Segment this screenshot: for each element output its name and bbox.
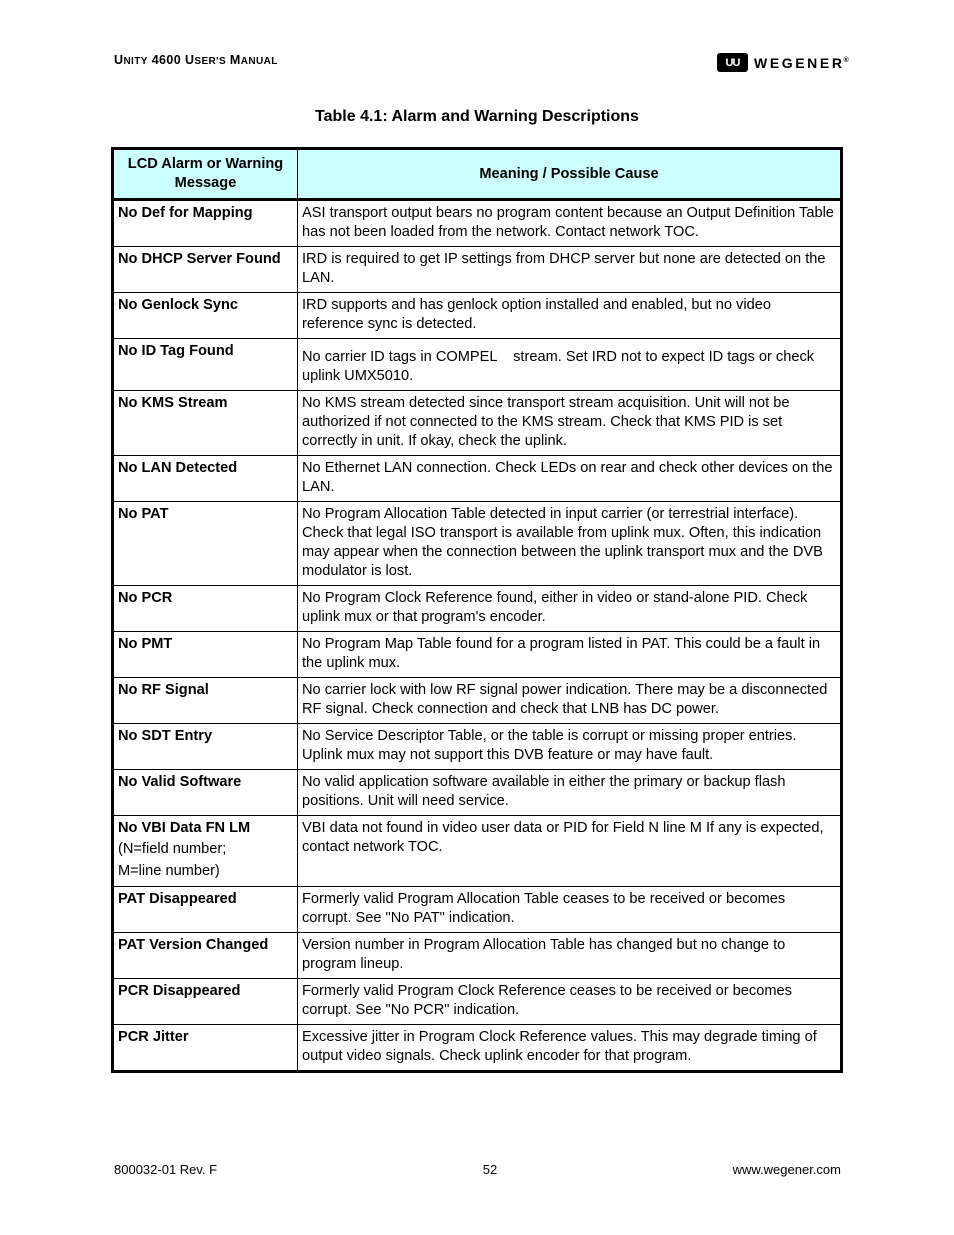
alarm-message: PCR Disappeared xyxy=(113,979,298,1025)
alarm-message: No LAN Detected xyxy=(113,456,298,502)
alarm-meaning: Formerly valid Program Allocation Table ceases to be received or becomes corrupt. See "No PAT" indication. xyxy=(298,887,842,933)
alarm-message: PCR Jitter xyxy=(113,1025,298,1072)
alarm-message: No PCR xyxy=(113,586,298,632)
alarm-message: No Valid Software xyxy=(113,770,298,816)
table-row xyxy=(113,293,842,339)
alarm-meaning: No carrier lock with low RF signal power indication. There may be a disconnected RF signal. Check connection and check that LNB has DC power. xyxy=(298,678,842,724)
alarm-meaning: No valid application software available in either the primary or backup flash positions. Unit will need service. xyxy=(298,770,842,816)
manual-title: UNITY 4600 USER'S MANUAL xyxy=(114,53,278,67)
header-message: LCD Alarm or Warning Message xyxy=(113,149,298,200)
header-meaning: Meaning / Possible Cause xyxy=(298,149,842,200)
table-row xyxy=(113,247,842,293)
alarm-meaning: No carrier ID tags in COMPEL stream. Set IRD not to expect ID tags or check uplink UMX5010. xyxy=(298,339,842,391)
doc-number: 800032-01 Rev. F xyxy=(114,1162,218,1177)
alarm-meaning: No Ethernet LAN connection. Check LEDs on rear and check other devices on the LAN. xyxy=(298,456,842,502)
alarm-message: No Genlock Sync xyxy=(113,293,298,339)
alarm-message: No DHCP Server Found xyxy=(113,247,298,293)
alarm-message: No ID Tag Found xyxy=(113,339,298,391)
alarm-message: PAT Version Changed xyxy=(113,933,298,979)
alarm-message: No PMT xyxy=(113,632,298,678)
logo-mark: UU xyxy=(717,53,748,72)
table-header-row xyxy=(113,149,842,200)
alarm-message: No Def for Mapping xyxy=(113,200,298,247)
alarm-message-note: (N=field number; xyxy=(118,841,227,857)
alarm-meaning: No Service Descriptor Table, or the table is corrupt or missing proper entries. Uplink mux may not support this DVB feature or may have fault. xyxy=(298,724,842,770)
alarm-message: PAT Disappeared xyxy=(113,887,298,933)
alarm-table xyxy=(111,147,843,1073)
alarm-meaning: Version number in Program Allocation Table has changed but no change to program lineup. xyxy=(298,933,842,979)
alarm-message: No RF Signal xyxy=(113,678,298,724)
table-row xyxy=(113,724,842,770)
website-link[interactable]: www.wegener.com xyxy=(732,1162,841,1177)
table-caption: Table 4.1: Alarm and Warning Descriptions xyxy=(315,108,639,125)
alarm-meaning: ASI transport output bears no program content because an Output Definition Table has not been loaded from the network. Contact network TOC. xyxy=(298,200,842,247)
table-row xyxy=(113,770,842,816)
table-row xyxy=(113,933,842,979)
table-row xyxy=(113,632,842,678)
alarm-meaning: Excessive jitter in Program Clock Reference values. This may degrade timing of output video signals. Check uplink encoder for that program. xyxy=(298,1025,842,1072)
table-row xyxy=(113,200,842,247)
table-row xyxy=(113,887,842,933)
table-row xyxy=(113,979,842,1025)
table-row xyxy=(113,391,842,456)
alarm-message: No VBI Data FN LM xyxy=(118,820,251,836)
alarm-meaning: No Program Allocation Table detected in input carrier (or terrestrial interface). Check that legal ISO transport is available from uplink mux. Often, this indication may appear when the connection between the uplink transport mux and the DVB modulator is lost. xyxy=(298,502,842,586)
alarm-meaning: No KMS stream detected since transport stream acquisition. Unit will not be authorized if not connected to the KMS stream. Check that KMS PID is set correctly in unit. If okay, check the uplink. xyxy=(298,391,842,456)
alarm-message: No KMS Stream xyxy=(113,391,298,456)
alarm-message-note: M=line number) xyxy=(118,863,220,879)
logo-text: WEGENER® xyxy=(754,54,852,71)
table-row xyxy=(113,586,842,632)
alarm-meaning: VBI data not found in video user data or PID for Field N line M If any is expected, contact network TOC. xyxy=(298,816,842,887)
table-row xyxy=(113,339,842,391)
table-row xyxy=(113,1025,842,1072)
alarm-message-cell xyxy=(113,816,298,887)
alarm-meaning: No Program Map Table found for a program listed in PAT. This could be a fault in the uplink mux. xyxy=(298,632,842,678)
wegener-logo xyxy=(717,53,851,72)
alarm-meaning: IRD is required to get IP settings from DHCP server but none are detected on the LAN. xyxy=(298,247,842,293)
alarm-message: No PAT xyxy=(113,502,298,586)
table-row xyxy=(113,456,842,502)
alarm-meaning: Formerly valid Program Clock Reference ceases to be received or becomes corrupt. See "No PCR" indication. xyxy=(298,979,842,1025)
alarm-meaning: IRD supports and has genlock option installed and enabled, but no video reference sync is detected. xyxy=(298,293,842,339)
page-number: 52 xyxy=(482,1162,498,1177)
table-row xyxy=(113,502,842,586)
table-row xyxy=(113,816,842,887)
alarm-message: No SDT Entry xyxy=(113,724,298,770)
alarm-meaning: No Program Clock Reference found, either in video or stand-alone PID. Check uplink mux or that program's encoder. xyxy=(298,586,842,632)
table-row xyxy=(113,678,842,724)
